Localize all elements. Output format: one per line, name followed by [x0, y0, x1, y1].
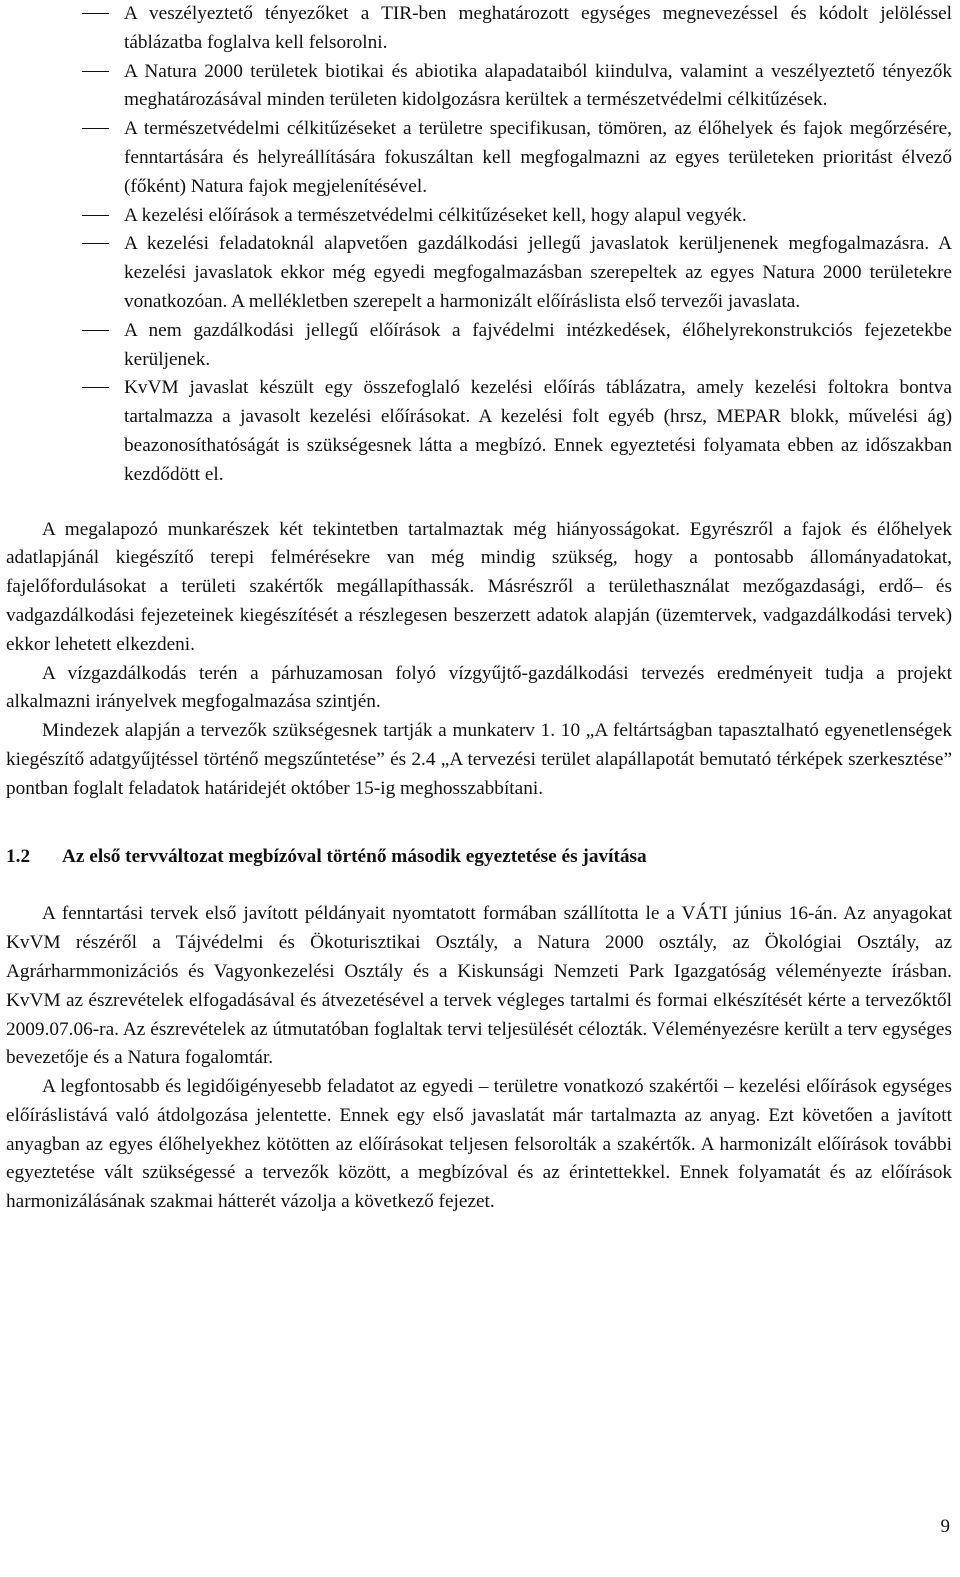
body-paragraph: A fenntartási tervek első javított példányait nyomtatott formában szállította le a VÁTI június 16-án. Az anyagokat KvVM részéről a Tájvédelmi és Ökoturisztikai Osztály, a Natura 2000 osztály, az Ökológiai Osztály, az Agrárharmmonizációs és Vagyonkezelési Osztály és a Kiskunsági Nemzeti Park Igazgatóság véleményezte írásban. KvVM az észrevételek elfogadásával és átvezetésével a tervek végleges tartalmi és formai elkészítését kérte a tervezőktől 2009.07.06-ra. Az észrevételek az útmutatóban foglaltak tervi teljesülését célozták. Véleményezésre került a terv egységes bevezetője és a Natura fogalomtár.: [6, 903, 952, 1069]
dash-bullet-icon: [82, 330, 109, 331]
body-paragraph: A legfontosabb és legidőigényesebb feladatot az egyedi – területre vonatkozó szakértői – kezelési előírások egységes előíráslistává való átdolgozása jelentette. Ennek egy első javaslatát már tartalmazta az anyag. Ezt követően a javított anyagban az egyes élőhelyekhez kötötten az előírásokat teljesen felsorolták a szakértők. A harmonizált előírások további egyeztetése vált szükségessé a tervezők között, a megbízóval és az érintettekkel. Ennek folyamatát és az előírások harmonizálásának szakmai hátterét vázolja a következő fejezet.: [6, 1076, 952, 1213]
list-item: A kezelési előírások a természetvédelmi célkitűzéseket kell, hogy alapul vegyék.: [6, 202, 952, 231]
dash-bullet-icon: [82, 215, 109, 216]
dash-bullet-icon: [82, 71, 109, 72]
page-number: 9: [940, 1516, 950, 1537]
body-section-b: [6, 900, 952, 1217]
list-item: A Natura 2000 területek biotikai és abiotika alapadataiból kiindulva, valamint a veszélyeztető tényezők meghatározásával minden területen kidolgozásra kerültek a természetvédelmi célkitűzések.: [6, 58, 952, 116]
requirements-list: [6, 0, 952, 490]
section-title: Az első tervváltozat megbízóval történő második egyeztetése és javítása: [62, 845, 647, 867]
body-paragraph: Mindezek alapján a tervezők szükségesnek tartják a munkaterv 1. 10 „A feltártságban tapasztalható egyenetlenségek kiegészítő adatgyűjtéssel történő megszűntetése” és 2.4 „A tervezési terület alapállapotát bemutató térképek szerkesztése” pontban foglalt feladatok határidejét október 15-ig meghosszabbítani.: [6, 720, 952, 799]
body-paragraph: A vízgazdálkodás terén a párhuzamosan folyó vízgyűjtő-gazdálkodási tervezés eredményeit tudja a projekt alkalmazni irányelvek megfogalmazása szintjén.: [6, 662, 952, 713]
body-section-a: [6, 516, 952, 804]
dash-bullet-icon: [82, 128, 109, 129]
dash-bullet-icon: [82, 13, 109, 14]
dash-bullet-icon: [82, 243, 109, 244]
section-number: 1.2: [6, 845, 31, 867]
list-item: KvVM javaslat készült egy összefoglaló kezelési előírás táblázatra, amely kezelési foltokra bontva tartalmazza a javasolt kezelési előírásokat. A kezelési folt egyéb (hrsz, MEPAR blokk, művelési ág) beazonosíthatóságát is szükségesnek látta a megbízó. Ennek egyeztetési folyamata ebben az időszakban kezdődött el.: [6, 374, 952, 489]
list-item: A kezelési feladatoknál alapvetően gazdálkodási jellegű javaslatok kerüljenenek megfogalmazásra. A kezelési javaslatok ekkor még egyedi megfogalmazásban szerepeltek az egyes Natura 2000 területekre vonatkozóan. A mellékletben szerepelt a harmonizált előíráslista első tervezői javaslata.: [6, 230, 952, 316]
list-item: A természetvédelmi célkitűzéseket a területre specifikusan, tömören, az élőhelyek és fajok megőrzésére, fenntartására és helyreállítására fokuszáltan kell megfogalmazni az egyes területeken prioritást élvező (főként) Natura fajok megjelenítésével.: [6, 115, 952, 201]
list-item: A veszélyeztető tényezőket a TIR-ben meghatározott egységes megnevezéssel és kódolt jelöléssel táblázatba foglalva kell felsorolni.: [6, 0, 952, 58]
dash-bullet-icon: [82, 387, 109, 388]
list-item: A nem gazdálkodási jellegű előírások a fajvédelmi intézkedések, élőhelyrekonstrukciós fejezetekbe kerüljenek.: [6, 317, 952, 375]
body-paragraph: A megalapozó munkarészek két tekintetben tartalmaztak még hiányosságokat. Egyrészről a fajok és élőhelyek adatlapjánál kiegészítő terepi felmérésekre van még mindig szükség, hogy a pontosabb állományadatokat, fajelőfordulásokat a területi szakértők megállapíthassák. Másrészről a területhasználat mezőgazdasági, erdő– és vadgazdálkodási fejezeteinek kiegészítését a részlegesen beszerzett adatok alapján (üzemtervek, vadgazdálkodási tervek) ekkor lehetett elkezdeni.: [6, 518, 952, 655]
section-heading: [6, 843, 952, 872]
